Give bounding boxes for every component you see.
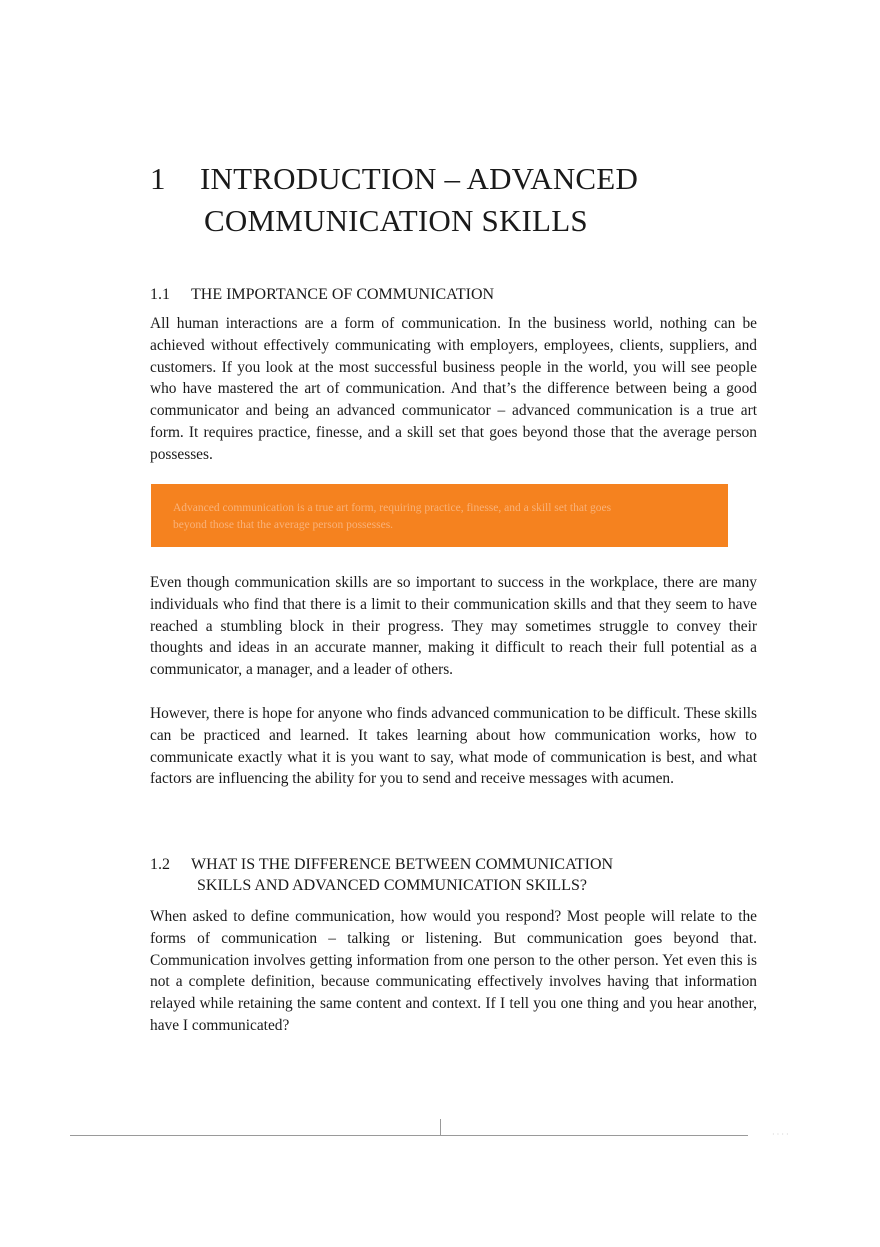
section-title: THE IMPORTANCE OF COMMUNICATION xyxy=(191,286,495,303)
paragraph-importance: All human interactions are a form of communication. In the business world, nothing can be achieved without effectively communicating with employers, employees, clients, suppliers, and customers. If you look at the most successful business people in the world, you will see people who have mastered the art of communication. And that’s the difference between being a good communicator and being an advanced communicator – advanced communication is a true art form. It requires practice, finesse, and a skill set that goes beyond those that the average person possesses. xyxy=(150,315,757,463)
section-number: 1.1 xyxy=(150,286,170,303)
paragraph-hope: However, there is hope for anyone who finds advanced communication to be difficult. These skills can be practiced and learned. It takes learning about how communication works, how to communicate exactly what it is you want to say, what mode of communication is best, and what factors are influencing the ability for you to send and receive messages with acumen. xyxy=(150,705,757,788)
section-number: 1.2 xyxy=(150,856,170,873)
page-marker: · · · · xyxy=(772,1131,789,1137)
footer-divider xyxy=(440,1119,441,1135)
paragraph-definition: When asked to define communication, how would you respond? Most people will relate to the forms of communication – talking or listening. But communication goes beyond that. Communication involves getting information from one person to the other person. Yet even this is not a complete definition, because communicating effectively involves having that information relayed while retaining the same content and context. If I tell you one thing and you hear another, have I communicated? xyxy=(150,908,757,1034)
pull-quote-text: Advanced communication is a true art form, requiring practice, finesse, and a skill set that goes beyond those that the average person possesses. xyxy=(173,502,612,531)
footer-rule xyxy=(70,1135,748,1136)
paragraph-limits: Even though communication skills are so important to success in the workplace, there are many individuals who find that there is a limit to their communication skills and that they seem to have reached a stumbling block in their progress. They may sometimes struggle to convey their thoughts and ideas in an accurate manner, making it difficult to reach their full potential as a communicator, a manager, and a leader of others. xyxy=(150,574,757,679)
section-title-line-2: SKILLS AND ADVANCED COMMUNICATION SKILLS? xyxy=(197,877,587,894)
chapter-title-line-2: COMMUNICATION SKILLS xyxy=(204,203,588,238)
chapter-number: 1 xyxy=(150,161,166,196)
section-title-line-1: WHAT IS THE DIFFERENCE BETWEEN COMMUNICATION xyxy=(191,856,614,873)
pull-quote-box xyxy=(151,484,728,547)
chapter-title-line-1: INTRODUCTION – ADVANCED xyxy=(200,161,639,196)
